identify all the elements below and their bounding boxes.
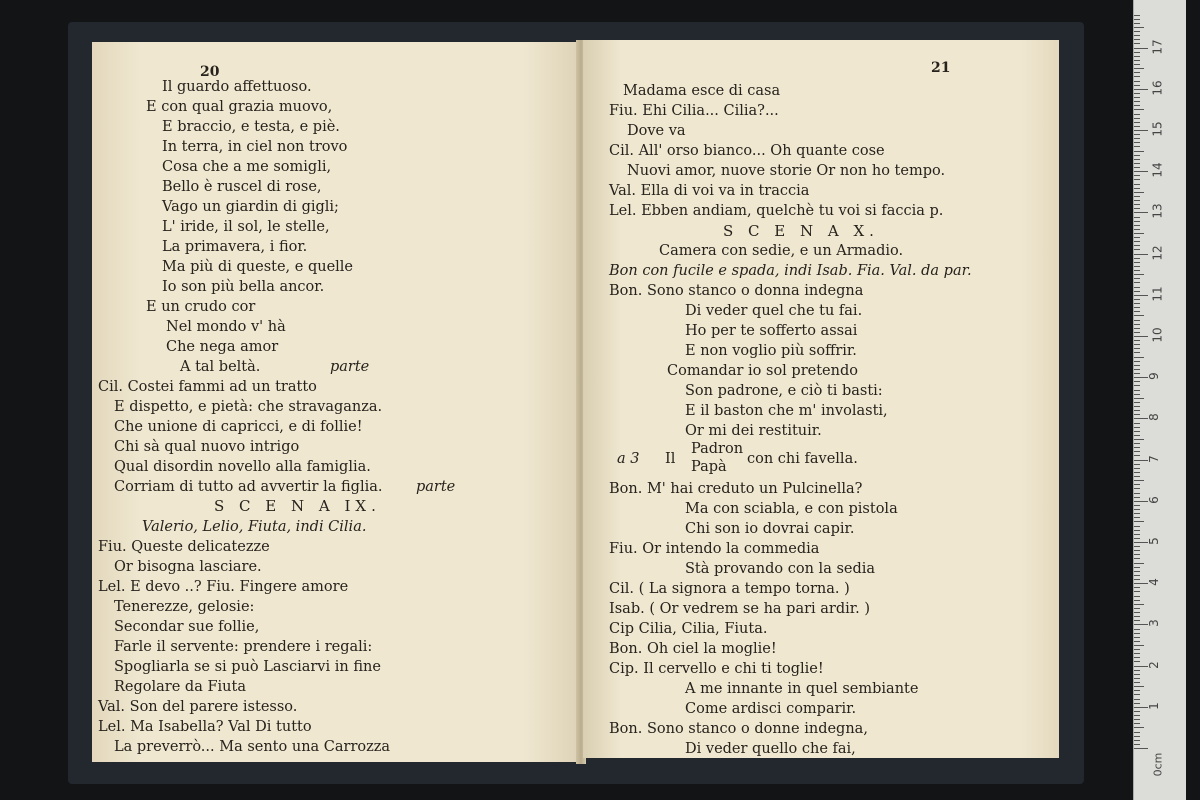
ruler-number: 14 [1150,162,1165,178]
ruler-tick [1134,526,1140,527]
ruler-tick [1134,167,1140,168]
ruler-tick [1134,340,1140,341]
right-page-text-line: S C E N A X. [723,222,879,240]
ruler-number: 4 [1146,578,1161,587]
ruler-tick [1134,385,1140,386]
ruler-tick [1134,130,1148,131]
ruler-tick [1134,188,1140,189]
left-page-text-line: Secondar sue follie, [114,619,260,635]
right-page [583,40,1059,758]
ruler-tick [1134,76,1140,77]
ruler-tick [1134,291,1140,292]
ruler-tick [1134,423,1140,424]
ruler-tick [1134,468,1140,469]
ruler-tick [1134,229,1140,230]
ruler-tick [1134,126,1140,127]
ruler-tick [1134,196,1140,197]
ruler-tick [1134,217,1140,218]
ruler-tick [1134,736,1140,737]
ruler-tick [1134,732,1140,733]
ruler-tick [1134,212,1148,213]
ruler-tick [1134,15,1140,16]
ruler-unit-label: 0cm [1151,752,1165,777]
ruler-tick [1134,699,1140,700]
ruler-tick [1134,414,1140,415]
ruler-tick [1134,678,1140,679]
ruler-tick [1134,122,1140,123]
ruler-tick [1134,287,1140,288]
left-page-text-line: Tenerezze, gelosie: [114,599,255,615]
ruler-number: 1 [1146,701,1161,710]
ruler-tick [1134,159,1140,160]
ruler-tick [1134,563,1144,564]
ruler-tick [1134,155,1140,156]
left-page-text-line: Nel mondo v' hà [166,319,286,335]
right-page-text-line: a 3 [617,451,640,467]
ruler-tick [1134,19,1140,20]
ruler-tick [1134,241,1140,242]
right-page-text-line: Padron [691,441,744,457]
ruler-tick [1134,237,1140,238]
ruler-number: 2 [1146,660,1161,669]
ruler-tick [1134,431,1140,432]
ruler-tick [1134,332,1140,333]
left-page-text-line: parte [416,479,456,495]
right-page-text-line: Son padrone, e ciò ti basti: [685,383,883,399]
right-page-text-line: Dove va [627,123,686,139]
ruler-tick [1134,608,1140,609]
ruler-tick [1134,633,1140,634]
right-page-text-line: Di veder quello che fai, [685,741,856,757]
left-page-text-line: Che nega amor [166,339,279,355]
left-page-text-line: Vago un giardin di gigli; [162,199,339,215]
ruler-tick [1134,295,1148,296]
left-page-text-line: A tal beltà. [180,359,261,375]
right-page-text-line: Comandar io sol pretendo [667,363,858,379]
ruler-tick [1134,579,1140,580]
ruler-tick [1134,254,1148,255]
ruler-tick [1134,439,1144,440]
ruler-number: 15 [1150,121,1165,137]
ruler-tick [1134,690,1140,691]
ruler-tick [1134,719,1140,720]
ruler-tick [1134,497,1140,498]
ruler-tick [1134,114,1140,115]
ruler-tick [1134,661,1140,662]
ruler-tick [1134,85,1140,86]
left-page-text-line: In terra, in ciel non trovo [162,139,348,155]
ruler-tick [1134,645,1144,646]
left-page-text-line: Regolare da Fiuta [114,679,246,695]
left-page-text-line: Ma più di queste, e quelle [162,259,354,275]
ruler-tick [1134,320,1140,321]
ruler-tick [1134,324,1140,325]
page-number-right: 21 [931,60,951,76]
ruler-tick [1134,35,1140,36]
left-page-text-line: Valerio, Lelio, Fiuta, indi Cilia. [142,519,367,535]
ruler-tick [1134,307,1140,308]
right-page-text-line: con chi favella. [747,451,858,467]
ruler-number: 5 [1146,537,1161,545]
measuring-ruler [1133,0,1186,800]
right-page-text-line: E non voglio più soffrir. [685,343,857,359]
right-page-text-line: Bon con fucile e spada, indi Isab. Fia. Val. da par. [609,263,972,279]
right-page-text-line: Bon. Sono stanco o donna indegna [609,283,864,299]
ruler-number: 17 [1150,38,1165,55]
ruler-tick [1134,455,1140,456]
left-page-text-line: parte [330,359,370,375]
ruler-tick [1134,365,1140,366]
ruler-number: 11 [1150,286,1165,302]
ruler-tick [1134,39,1140,40]
ruler-tick [1134,612,1140,613]
ruler-tick [1134,406,1140,407]
left-page-text-line: La primavera, i fior. [162,239,308,255]
right-page-text-line: Il [665,451,676,467]
ruler-tick [1134,357,1144,358]
ruler-tick [1134,27,1144,28]
ruler-tick [1134,513,1140,514]
right-page-text-line: Cil. ( La signora a tempo torna. ) [609,581,850,597]
ruler-tick [1134,694,1140,695]
ruler-tick [1134,493,1140,494]
left-page-text-line: La preverrò... Ma sento una Carrozza [114,739,391,755]
ruler-tick [1134,427,1140,428]
right-page-text-line: Nuovi amor, nuove storie Or non ho tempo. [627,163,946,179]
ruler-tick [1134,163,1140,164]
left-page-text-line: E con qual grazia muovo, [146,99,333,115]
ruler-tick [1134,274,1144,275]
ruler-tick [1134,64,1140,65]
ruler-tick [1134,369,1140,370]
left-page-text-line: Farle il servente: prendere i regali: [114,639,373,655]
right-page-text-line: Di veder quel che tu fai. [685,303,863,319]
ruler-tick [1134,175,1140,176]
ruler-number: 9 [1146,372,1161,381]
left-page-text-line: Corriam di tutto ad avvertir la figlia. [114,479,383,495]
ruler-tick [1134,142,1140,143]
ruler-tick [1134,558,1140,559]
right-page-text-line: Ho per te sofferto assai [685,323,858,339]
ruler-tick [1134,620,1140,621]
ruler-number: 6 [1146,495,1161,504]
ruler-tick [1134,587,1140,588]
ruler-number: 16 [1150,80,1165,96]
ruler-tick [1134,258,1140,259]
ruler-tick [1134,740,1140,741]
ruler-tick [1134,192,1144,193]
left-page-text-line: Che unione di capricci, e di follie! [114,419,363,435]
ruler-tick [1134,303,1140,304]
ruler-tick [1134,629,1140,630]
ruler-tick [1134,649,1140,650]
ruler-tick [1134,31,1140,32]
ruler-tick [1134,151,1144,152]
ruler-tick [1134,641,1140,642]
ruler-tick [1134,105,1140,106]
ruler-tick [1134,443,1140,444]
ruler-tick [1134,517,1140,518]
ruler-tick [1134,184,1140,185]
ruler-tick [1134,715,1140,716]
ruler-tick [1134,97,1140,98]
ruler-tick [1134,480,1144,481]
ruler-tick [1134,43,1140,44]
ruler-tick [1134,398,1144,399]
ruler-tick [1134,56,1140,57]
ruler-tick [1134,93,1140,94]
ruler-tick [1134,435,1140,436]
ruler-tick [1134,336,1148,337]
ruler-tick [1134,711,1140,712]
ruler-tick [1134,686,1144,687]
ruler-tick [1134,476,1140,477]
ruler-tick [1134,134,1140,135]
right-page-text-line: Come ardisci comparir. [685,701,857,717]
ruler-tick [1134,571,1140,572]
ruler-tick [1134,208,1140,209]
right-page-text-line: Cil. All' orso bianco... Oh quante cose [609,143,885,159]
left-page [92,42,582,762]
ruler-tick [1134,200,1140,201]
ruler-tick [1134,402,1140,403]
ruler-tick [1134,653,1140,654]
ruler-number: 12 [1150,244,1165,261]
ruler-tick [1134,596,1140,597]
ruler-tick [1134,311,1140,312]
ruler-tick [1134,315,1144,316]
right-page-text-line: Ma con sciabla, e con pistola [685,501,898,517]
ruler-tick [1134,221,1140,222]
ruler-tick [1134,410,1140,411]
ruler-tick [1134,352,1140,353]
ruler-tick [1134,538,1140,539]
right-page-text-line: Bon. Sono stanco o donne indegna, [609,721,868,737]
right-page-text-line: Bon. Oh ciel la moglie! [609,641,777,657]
ruler-tick [1134,703,1140,704]
right-page-text-line: Val. Ella di voi va in traccia [609,183,810,199]
ruler-tick [1134,748,1148,749]
ruler-tick [1134,109,1144,110]
ruler-tick [1134,390,1140,391]
right-page-text-line: A me innante in quel sembiante [685,681,919,697]
ruler-tick [1134,727,1144,728]
ruler-tick [1134,204,1140,205]
right-page-text-line: Or mi dei restituir. [685,423,822,439]
right-page-text-line: Madama esce di casa [623,83,781,99]
ruler-tick [1134,394,1140,395]
left-page-text-line: Chi sà qual nuovo intrigo [114,439,300,455]
ruler-tick [1134,68,1144,69]
left-page-text-line: E braccio, e testa, e piè. [162,119,340,135]
left-page-text-line: Il guardo affettuoso. [162,79,312,95]
ruler-number: 8 [1146,413,1161,422]
ruler-number: 3 [1146,619,1161,628]
ruler-tick [1134,89,1148,90]
ruler-tick [1134,381,1140,382]
ruler-tick [1134,23,1140,24]
ruler-tick [1134,509,1140,510]
ruler-tick [1134,118,1140,119]
ruler-number: 10 [1150,327,1165,343]
ruler-tick [1134,348,1140,349]
ruler-tick [1134,299,1140,300]
ruler-tick [1134,328,1140,329]
right-page-text-line: Isab. ( Or vedrem se ha pari ardir. ) [609,601,870,617]
right-page-text-line: Stà provando con la sedia [685,561,876,577]
ruler-tick [1134,682,1140,683]
right-page-text-line: Cip Cilia, Cilia, Fiuta. [609,621,768,637]
right-page-text-line: Lel. Ebben andiam, quelchè tu voi si faccia p. [609,203,944,219]
ruler-tick [1134,575,1140,576]
left-page-text-line: Cil. Costei fammi ad un tratto [98,379,317,395]
ruler-tick [1134,344,1140,345]
left-page-text-line: Lel. Ma Isabella? Val Di tutto [98,719,312,735]
ruler-tick [1134,657,1140,658]
left-page-text-line: E dispetto, e pietà: che stravaganza. [114,399,383,415]
left-page-text-line: E un crudo cor [146,299,256,315]
left-page-text-line: S C E N A IX. [214,497,381,515]
left-page-text-line: Bello è ruscel di rose, [162,179,322,195]
ruler-tick [1134,554,1140,555]
right-page-text-line: Cip. Il cervello e chi ti toglie! [609,661,824,677]
ruler-tick [1134,101,1140,102]
ruler-tick [1134,488,1140,489]
ruler-tick [1134,361,1140,362]
ruler-number: 13 [1150,203,1165,220]
left-page-text-line: Spogliarla se si può Lasciarvi in fine [114,659,381,675]
right-page-text-line: Chi son io dovrai capir. [685,521,855,537]
left-page-text-line: L' iride, il sol, le stelle, [162,219,330,235]
ruler-tick [1134,521,1144,522]
right-page-text-line: Fiu. Ehi Cilia... Cilia?... [609,103,779,119]
ruler-number: 7 [1146,454,1161,463]
left-page-text-line: Val. Son del parere istesso. [98,699,298,715]
right-page-text-line: E il baston che m' involasti, [685,403,888,419]
ruler-tick [1134,670,1140,671]
ruler-tick [1134,447,1140,448]
ruler-tick [1134,723,1140,724]
left-page-text-line: Or bisogna lasciare. [114,559,262,575]
left-page-text-line: Fiu. Queste delicatezze [98,539,270,555]
ruler-tick [1134,550,1140,551]
left-page-text-line: Qual disordin novello alla famiglia. [114,459,371,475]
ruler-tick [1134,52,1140,53]
right-page-text-line: Camera con sedie, e un Armadio. [659,243,904,259]
right-page-text-line: Papà [691,459,727,475]
ruler-tick [1134,534,1140,535]
left-page-text-line: Lel. E devo ..? Fiu. Fingere amore [98,579,349,595]
ruler-tick [1134,604,1144,605]
ruler-tick [1134,546,1140,547]
ruler-tick [1134,591,1140,592]
ruler-tick [1134,138,1140,139]
ruler-tick [1134,48,1148,49]
ruler-tick [1134,451,1140,452]
ruler-tick [1134,72,1140,73]
ruler-tick [1134,505,1140,506]
right-page-text-line: Fiu. Or intendo la commedia [609,541,820,557]
ruler-tick [1134,600,1140,601]
ruler-tick [1134,373,1140,374]
ruler-tick [1134,146,1140,147]
ruler-tick [1134,530,1140,531]
ruler-tick [1134,472,1140,473]
ruler-tick [1134,179,1140,180]
ruler-tick [1134,464,1140,465]
ruler-tick [1134,637,1140,638]
ruler-tick [1134,567,1140,568]
ruler-tick [1134,484,1140,485]
ruler-tick [1134,266,1140,267]
left-page-text-line: Io son più bella ancor. [162,279,325,295]
ruler-tick [1134,616,1140,617]
right-page-text-line: Bon. M' hai creduto un Pulcinella? [609,481,863,497]
ruler-tick [1134,81,1140,82]
ruler-tick [1134,278,1140,279]
ruler-tick [1134,674,1140,675]
ruler-tick [1134,60,1140,61]
ruler-tick [1134,245,1140,246]
ruler-tick [1134,249,1140,250]
left-page-text-line: Cosa che a me somigli, [162,159,332,175]
page-number-left: 20 [200,64,220,80]
ruler-tick [1134,270,1140,271]
ruler-tick [1134,233,1144,234]
ruler-tick [1134,171,1148,172]
ruler-tick [1134,744,1140,745]
ruler-tick [1134,262,1140,263]
ruler-tick [1134,282,1140,283]
ruler-tick [1134,225,1140,226]
